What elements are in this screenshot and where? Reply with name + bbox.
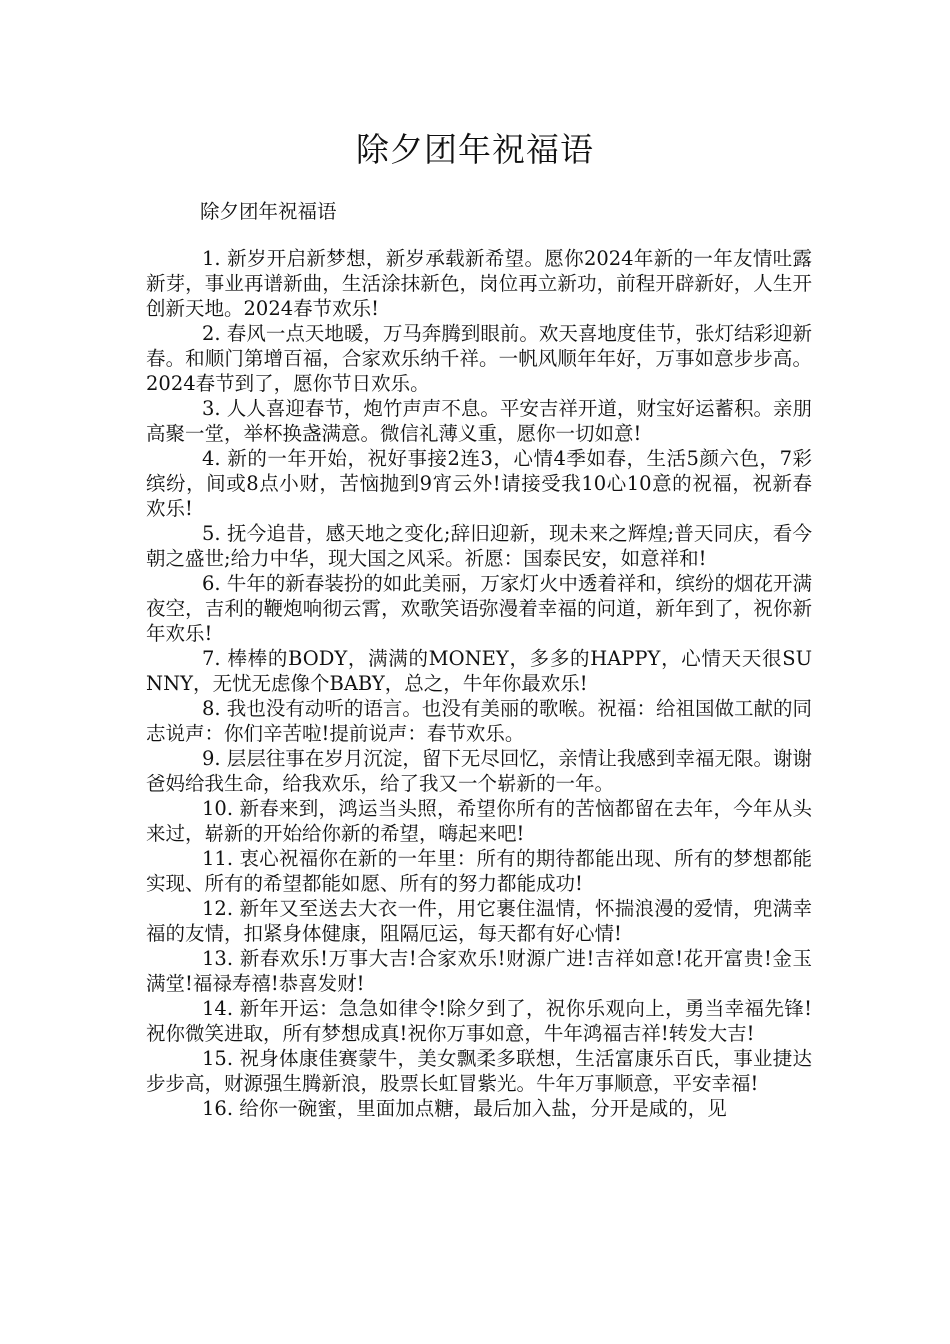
- paragraph: 12. 新年又至送去大衣一件，用它裹住温情，怀揣浪漫的爱情，兜满幸福的友情，扣紧身体健康，阻隔厄运，每天都有好心情!: [146, 897, 812, 945]
- paragraph: 8. 我也没有动听的语言。也没有美丽的歌喉。祝福：给祖国做工献的同志说声：你们辛苦啦!提前说声：春节欢乐。: [146, 697, 812, 745]
- paragraph: 2. 春风一点天地暖，万马奔腾到眼前。欢天喜地度佳节，张灯结彩迎新春。和顺门第增百福，合家欢乐纳千祥。一帆风顺年年好，万事如意步步高。2024春节到了，愿你节日欢乐。: [146, 322, 812, 395]
- paragraph: 7. 棒棒的BODY，满满的MONEY，多多的HAPPY，心情天天很SUNNY，无忧无虑像个BABY，总之，牛年你最欢乐!: [146, 647, 812, 695]
- document-subtitle: 除夕团年祝福语: [200, 200, 337, 223]
- paragraph: 5. 抚今追昔，感天地之变化;辞旧迎新，现未来之辉煌;普天同庆，看今朝之盛世;给力中华，现大国之风采。祈愿：国泰民安，如意祥和!: [146, 522, 812, 570]
- paragraph: 4. 新的一年开始，祝好事接2连3，心情4季如春，生活5颜六色，7彩缤纷，间或8点小财，苦恼抛到9宵云外!请接受我10心10意的祝福，祝新春欢乐!: [146, 447, 812, 520]
- paragraph: 11. 衷心祝福你在新的一年里：所有的期待都能出现、所有的梦想都能实现、所有的希望都能如愿、所有的努力都能成功!: [146, 847, 812, 895]
- paragraph: 14. 新年开运：急急如律令!除夕到了，祝你乐观向上，勇当幸福先锋!祝你微笑进取，所有梦想成真!祝你万事如意，牛年鸿福吉祥!转发大吉!: [146, 997, 812, 1045]
- paragraph: 6. 牛年的新春装扮的如此美丽，万家灯火中透着祥和，缤纷的烟花开满夜空，吉利的鞭炮响彻云霄，欢歌笑语弥漫着幸福的问道，新年到了，祝你新年欢乐!: [146, 572, 812, 645]
- document-body: [146, 246, 812, 1121]
- paragraph: 10. 新春来到，鸿运当头照，希望你所有的苦恼都留在去年，今年从头来过，崭新的开始给你新的希望，嗨起来吧!: [146, 797, 812, 845]
- paragraph: 9. 层层往事在岁月沉淀，留下无尽回忆，亲情让我感到幸福无限。谢谢爸妈给我生命，给我欢乐，给了我又一个崭新的一年。: [146, 747, 812, 795]
- document-title: 除夕团年祝福语: [356, 130, 594, 169]
- paragraph: 15. 祝身体康佳赛蒙牛，美女飘柔多联想，生活富康乐百氏，事业捷达步步高，财源强生腾新浪，股票长虹冒紫光。牛年万事顺意，平安幸福!: [146, 1047, 812, 1095]
- paragraph: 16. 给你一碗蜜，里面加点糖，最后加入盐，分开是咸的，见: [202, 1097, 727, 1120]
- paragraph: 3. 人人喜迎春节，炮竹声声不息。平安吉祥开道，财宝好运蓄积。亲朋高聚一堂，举杯换盏满意。微信礼薄义重，愿你一切如意!: [146, 397, 812, 445]
- paragraph: 13. 新春欢乐!万事大吉!合家欢乐!财源广进!吉祥如意!花开富贵!金玉满堂!福禄寿禧!恭喜发财!: [146, 947, 812, 995]
- paragraph: 1. 新岁开启新梦想，新岁承载新希望。愿你2024年新的一年友情吐露新芽，事业再谱新曲，生活涂抹新色，岗位再立新功，前程开辟新好，人生开创新天地。2024春节欢乐!: [146, 247, 812, 320]
